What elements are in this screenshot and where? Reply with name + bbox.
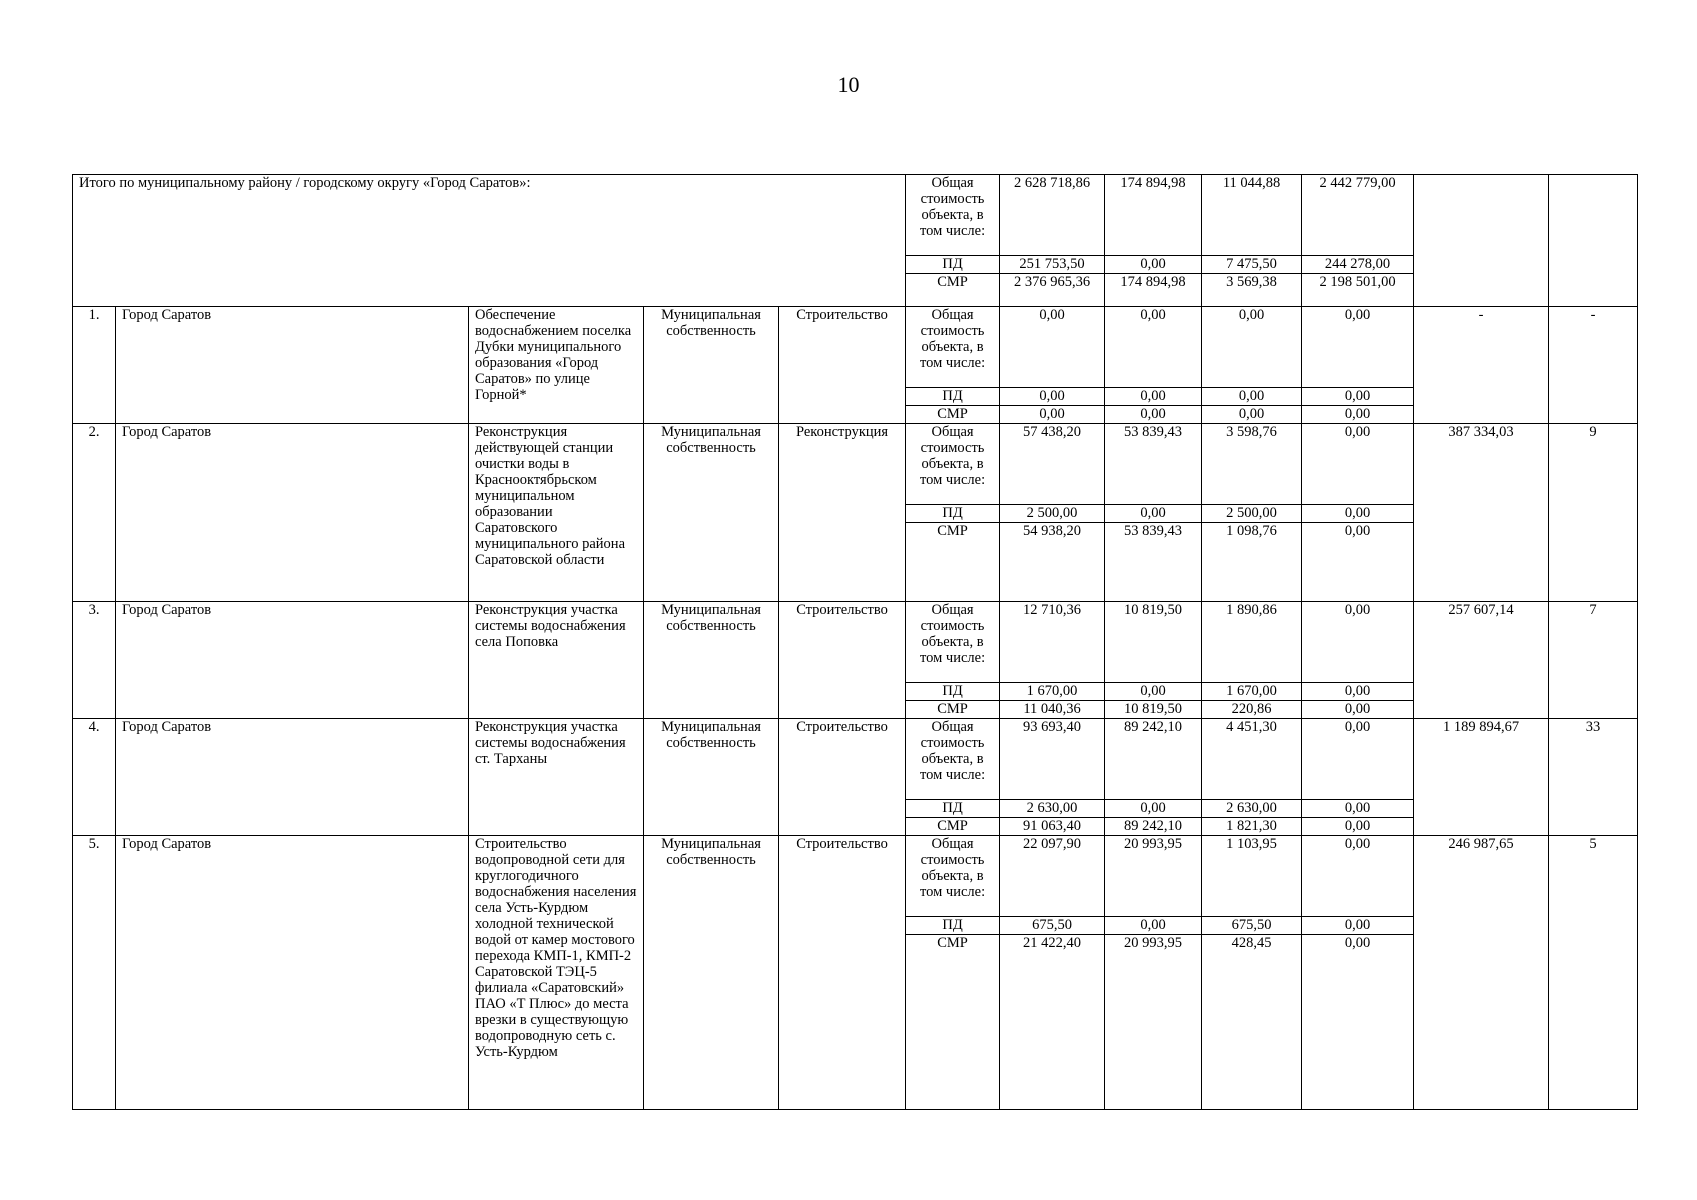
count-cell: 33 [1549, 719, 1638, 836]
count-cell: - [1549, 307, 1638, 424]
value-cell: 91 063,40 [1000, 818, 1105, 836]
work-type-cell: Строительство [779, 719, 906, 836]
value-cell: 0,00 [1302, 818, 1414, 836]
value-cell: 220,86 [1202, 701, 1302, 719]
ownership-cell: Муниципальная собственность [644, 602, 779, 719]
value-cell: 0,00 [1105, 917, 1202, 935]
value-cell: 93 693,40 [1000, 719, 1105, 800]
municipality-cell: Город Саратов [116, 424, 469, 602]
page-number: 10 [837, 72, 860, 97]
value-cell: 1 670,00 [1000, 683, 1105, 701]
value-cell: 675,50 [1000, 917, 1105, 935]
capacity-cell: 257 607,14 [1414, 602, 1549, 719]
cost-type-cell: СМР [906, 274, 1000, 307]
value-cell: 2 198 501,00 [1302, 274, 1414, 307]
value-cell: 0,00 [1302, 836, 1414, 917]
value-cell: 174 894,98 [1105, 175, 1202, 256]
value-cell: 0,00 [1302, 388, 1414, 406]
value-cell: 2 442 779,00 [1302, 175, 1414, 256]
value-cell: 10 819,50 [1105, 602, 1202, 683]
value-cell: 251 753,50 [1000, 256, 1105, 274]
value-cell: 1 103,95 [1202, 836, 1302, 917]
capacity-cell: 1 189 894,67 [1414, 719, 1549, 836]
table-row [73, 307, 1638, 388]
count-cell: 7 [1549, 602, 1638, 719]
value-cell: 0,00 [1000, 406, 1105, 424]
work-type-cell: Строительство [779, 602, 906, 719]
work-type-cell: Строительство [779, 307, 906, 424]
value-cell: 0,00 [1302, 523, 1414, 602]
value-cell: 0,00 [1105, 256, 1202, 274]
value-cell: 0,00 [1105, 800, 1202, 818]
value-cell: 7 475,50 [1202, 256, 1302, 274]
cost-type-cell: Общая стоимость объекта, в том числе: [906, 719, 1000, 800]
value-cell: 0,00 [1302, 719, 1414, 800]
ownership-cell: Муниципальная собственность [644, 719, 779, 836]
value-cell: 0,00 [1302, 307, 1414, 388]
capacity-cell: - [1414, 307, 1549, 424]
value-cell: 0,00 [1105, 388, 1202, 406]
value-cell: 675,50 [1202, 917, 1302, 935]
value-cell: 0,00 [1302, 800, 1414, 818]
cost-type-cell: СМР [906, 701, 1000, 719]
value-cell: 2 628 718,86 [1000, 175, 1105, 256]
table-row [73, 424, 1638, 505]
value-cell: 2 376 965,36 [1000, 274, 1105, 307]
municipality-cell: Город Саратов [116, 719, 469, 836]
table-row [73, 719, 1638, 800]
cost-type-cell: СМР [906, 406, 1000, 424]
value-cell: 1 670,00 [1202, 683, 1302, 701]
value-cell: 0,00 [1000, 388, 1105, 406]
capacity-cell: 246 987,65 [1414, 836, 1549, 1110]
summary-label: Итого по муниципальному району / городскому округу «Город Саратов»: [73, 175, 906, 307]
object-name-cell: Обеспечение водоснабжением поселка Дубки муниципального образования «Город Саратов» по улице Горной* [469, 307, 644, 424]
cost-type-cell: ПД [906, 505, 1000, 523]
value-cell: 0,00 [1302, 935, 1414, 1110]
value-cell: 53 839,43 [1105, 424, 1202, 505]
object-name-cell: Реконструкция участка системы водоснабжения ст. Тарханы [469, 719, 644, 836]
value-cell: 0,00 [1105, 406, 1202, 424]
value-cell: 0,00 [1000, 307, 1105, 388]
row-number: 2. [73, 424, 116, 602]
row-number: 1. [73, 307, 116, 424]
work-type-cell: Реконструкция [779, 424, 906, 602]
value-cell: 2 630,00 [1202, 800, 1302, 818]
value-cell: 0,00 [1202, 388, 1302, 406]
value-cell: 1 821,30 [1202, 818, 1302, 836]
cost-type-cell: СМР [906, 523, 1000, 602]
value-cell: 3 598,76 [1202, 424, 1302, 505]
row-number: 3. [73, 602, 116, 719]
cost-type-cell: ПД [906, 917, 1000, 935]
row-number: 5. [73, 836, 116, 1110]
ownership-cell: Муниципальная собственность [644, 836, 779, 1110]
table-row [73, 602, 1638, 683]
value-cell: 11 040,36 [1000, 701, 1105, 719]
value-cell: 89 242,10 [1105, 818, 1202, 836]
ownership-cell: Муниципальная собственность [644, 307, 779, 424]
value-cell: 0,00 [1302, 406, 1414, 424]
value-cell: 21 422,40 [1000, 935, 1105, 1110]
value-cell: 2 630,00 [1000, 800, 1105, 818]
capacity-cell: 387 334,03 [1414, 424, 1549, 602]
cost-type-cell: ПД [906, 800, 1000, 818]
value-cell: 0,00 [1105, 683, 1202, 701]
value-cell: 2 500,00 [1000, 505, 1105, 523]
value-cell: 20 993,95 [1105, 935, 1202, 1110]
municipality-cell: Город Саратов [116, 602, 469, 719]
cost-type-cell: ПД [906, 256, 1000, 274]
cost-type-cell: ПД [906, 388, 1000, 406]
cost-type-cell: СМР [906, 935, 1000, 1110]
empty-cell [1549, 175, 1638, 307]
value-cell: 0,00 [1105, 505, 1202, 523]
empty-cell [1414, 175, 1549, 307]
value-cell: 11 044,88 [1202, 175, 1302, 256]
value-cell: 3 569,38 [1202, 274, 1302, 307]
count-cell: 9 [1549, 424, 1638, 602]
cost-type-cell: ПД [906, 683, 1000, 701]
municipality-cell: Город Саратов [116, 307, 469, 424]
value-cell: 0,00 [1105, 307, 1202, 388]
table-row [73, 836, 1638, 917]
row-number: 4. [73, 719, 116, 836]
value-cell: 0,00 [1202, 307, 1302, 388]
value-cell: 1 098,76 [1202, 523, 1302, 602]
cost-type-cell: Общая стоимость объекта, в том числе: [906, 836, 1000, 917]
investment-table [72, 174, 1638, 1110]
value-cell: 0,00 [1302, 917, 1414, 935]
work-type-cell: Строительство [779, 836, 906, 1110]
value-cell: 22 097,90 [1000, 836, 1105, 917]
value-cell: 244 278,00 [1302, 256, 1414, 274]
value-cell: 0,00 [1302, 683, 1414, 701]
cost-type-cell: СМР [906, 818, 1000, 836]
value-cell: 0,00 [1302, 701, 1414, 719]
cost-type-cell: Общая стоимость объекта, в том числе: [906, 602, 1000, 683]
cost-type-cell: Общая стоимость объекта, в том числе: [906, 175, 1000, 256]
value-cell: 1 890,86 [1202, 602, 1302, 683]
object-name-cell: Реконструкция действующей станции очистки воды в Краснооктябрьском муниципальном образовании Саратовского муниципального района Саратовской области [469, 424, 644, 602]
value-cell: 10 819,50 [1105, 701, 1202, 719]
count-cell: 5 [1549, 836, 1638, 1110]
value-cell: 0,00 [1302, 424, 1414, 505]
value-cell: 57 438,20 [1000, 424, 1105, 505]
value-cell: 0,00 [1302, 602, 1414, 683]
value-cell: 4 451,30 [1202, 719, 1302, 800]
object-name-cell: Строительство водопроводной сети для круглогодичного водоснабжения населения села Усть-Курдюм холодной технической водой от камер мостового перехода КМП-1, КМП-2 Саратовской ТЭЦ-5 филиала «Саратовский» ПАО «Т Плюс» до места врезки в существующую водопроводную сеть с. Усть-Курдюм [469, 836, 644, 1110]
summary-total-row [73, 175, 1638, 256]
value-cell: 0,00 [1302, 505, 1414, 523]
municipality-cell: Город Саратов [116, 836, 469, 1110]
value-cell: 174 894,98 [1105, 274, 1202, 307]
value-cell: 53 839,43 [1105, 523, 1202, 602]
value-cell: 0,00 [1202, 406, 1302, 424]
value-cell: 428,45 [1202, 935, 1302, 1110]
value-cell: 12 710,36 [1000, 602, 1105, 683]
value-cell: 54 938,20 [1000, 523, 1105, 602]
cost-type-cell: Общая стоимость объекта, в том числе: [906, 424, 1000, 505]
value-cell: 2 500,00 [1202, 505, 1302, 523]
cost-type-cell: Общая стоимость объекта, в том числе: [906, 307, 1000, 388]
ownership-cell: Муниципальная собственность [644, 424, 779, 602]
value-cell: 89 242,10 [1105, 719, 1202, 800]
value-cell: 20 993,95 [1105, 836, 1202, 917]
object-name-cell: Реконструкция участка системы водоснабжения села Поповка [469, 602, 644, 719]
